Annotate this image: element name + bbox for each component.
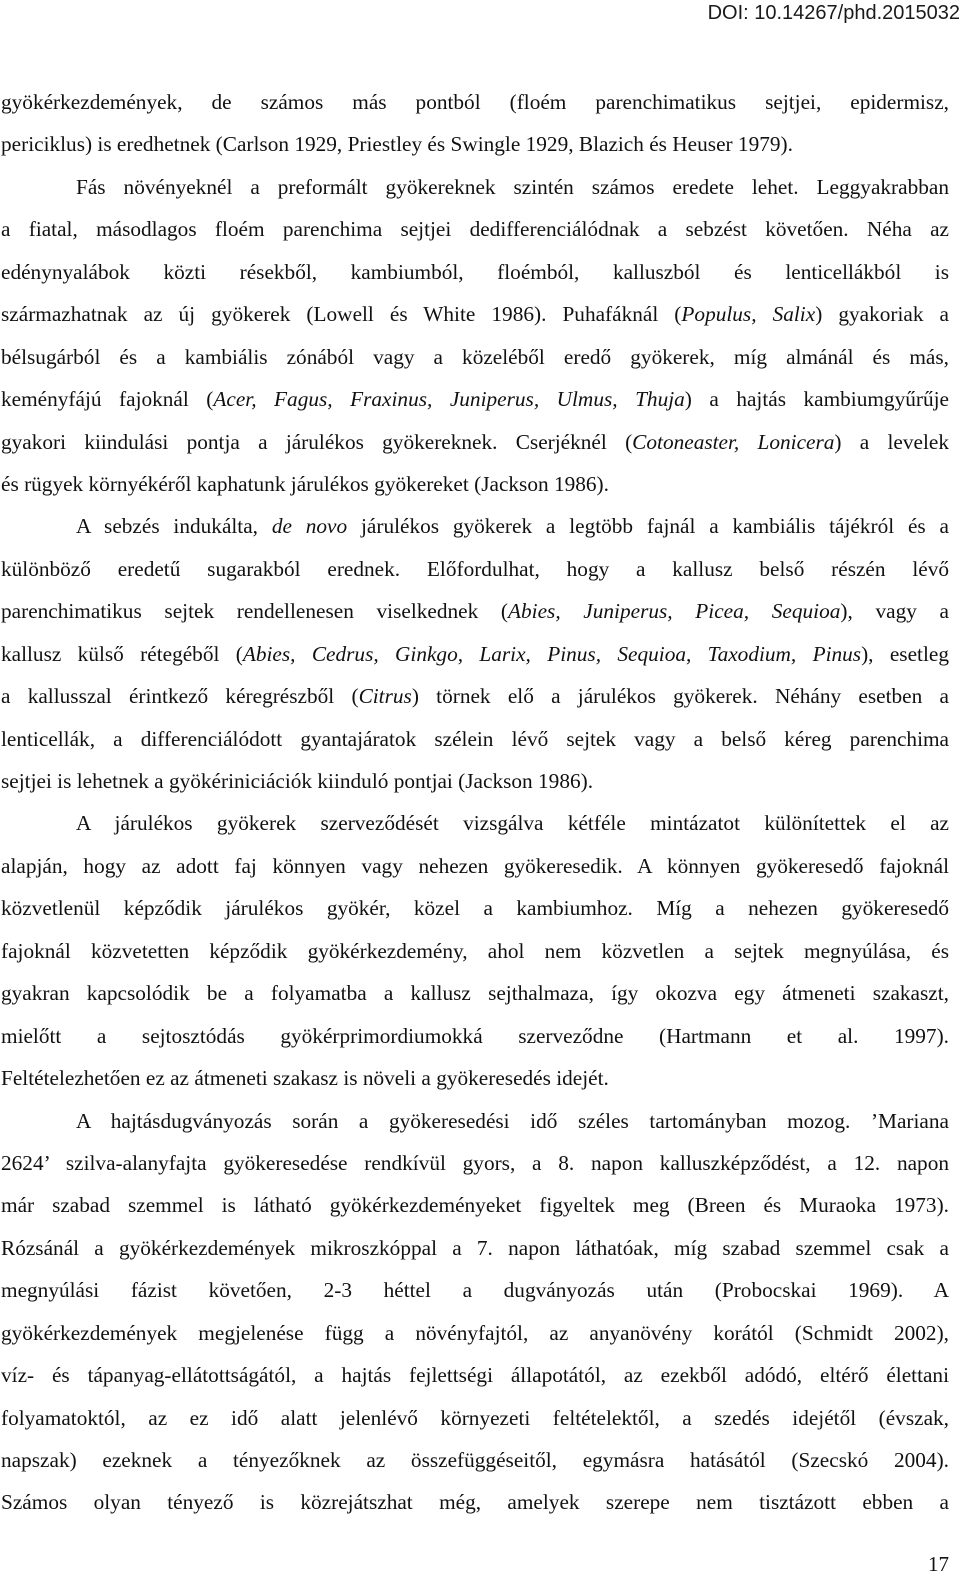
text-line: a kallusszal érintkező kéregrészből (Citrus) törnek elő a járulékos gyökerek. Néhány esetben a: [1, 684, 949, 709]
text-line: alapján, hogy az adott faj könnyen vagy nehezen gyökeresedik. A könnyen gyökeresedő fajoknál: [1, 853, 949, 878]
text-line: közvetlenül képződik járulékos gyökér, közel a kambiumhoz. Míg a nehezen gyökeresedő: [1, 896, 949, 921]
text-line: megnyúlási fázist követően, 2-3 héttel a dugványozás után (Probocskai 1969). A: [1, 1278, 949, 1303]
text-line: Számos olyan tényező is közrejátszhat még, amelyek szerepe nem tisztázott ebben a: [1, 1490, 949, 1515]
text-line: sejtjei is lehetnek a gyökériniciációk kiinduló pontjai (Jackson 1986).: [1, 769, 594, 793]
text-line: Fás növényeknél a preformált gyökereknek szintén számos eredete lehet. Leggyakrabban: [76, 174, 949, 199]
text-line: keményfájú fajoknál (Acer, Fagus, Fraxinus, Juniperus, Ulmus, Thuja) a hajtás kambiumgyűrűje: [1, 387, 949, 412]
text-line: parenchimatikus sejtek rendellenesen viselkednek (Abies, Juniperus, Picea, Sequioa), vagy a: [1, 599, 950, 624]
text-line: származhatnak az új gyökerek (Lowell és White 1986). Puhafáknál (Populus, Salix) gyakoriak a: [1, 302, 949, 327]
doi-header: DOI: 10.14267/phd.2015032: [707, 2, 960, 24]
text-line: a fiatal, másodlagos floém parenchima sejtjei dedifferenciálódnak a sebzést követően. Néha az: [1, 217, 949, 242]
page-number: 17: [928, 1552, 949, 1576]
text-line: gyökérkezdemények, de számos más pontból (floém parenchimatikus sejtjei, epidermisz,: [1, 90, 949, 114]
text-line: lenticellák, a differenciálódott gyantajáratok szélein lévő sejtek vagy a belső kéreg parenchima: [1, 726, 949, 751]
text-line: gyökérkezdemények megjelenése függ a növényfajtól, az anyanövény korától (Schmidt 2002),: [1, 1320, 949, 1345]
text-line: napszak) ezeknek a tényezőknek az összefüggéseitől, egymásra hatásától (Szecskó 2004).: [1, 1448, 949, 1472]
text-line: különböző eredetű sugarakból erednek. Előfordulhat, hogy a kallusz belső részén lévő: [1, 556, 949, 581]
text-line: 2624’ szilva-alanyfajta gyökeresedése rendkívül gyors, a 8. napon kalluszképződést, a 12. napon: [1, 1150, 949, 1175]
text-line: gyakori kiindulási pontja a járulékos gyökereknek. Cserjéknél (Cotoneaster, Lonicera) a levelek: [1, 429, 949, 454]
text-line: gyakran kapcsolódik be a folyamatba a kallusz sejthalmaza, így okozva egy átmeneti szakaszt,: [1, 981, 949, 1006]
text-line: A járulékos gyökerek szerveződését vizsgálva kétféle mintázatot különítettek el az: [76, 811, 949, 836]
text-line: A sebzés indukálta, de novo járulékos gyökerek a legtöbb fajnál a kambiális tájékról és a: [76, 514, 949, 539]
text-line: A hajtásdugványozás során a gyökeresedési idő széles tartományban mozog. ’Mariana: [76, 1108, 949, 1133]
text-line: fajoknál közvetetten képződik gyökérkezdemény, ahol nem közvetlen a sejtek megnyúlása, és: [1, 938, 949, 963]
text-line: folyamatoktól, az ez idő alatt jelenlévő környezeti feltételektől, a szedés idejétől (évszak,: [1, 1405, 949, 1430]
text-line: edénynyalábok közti résekből, kambiumból, floémból, kalluszból és lenticellákból is: [1, 259, 949, 284]
text-line: már szabad szemmel is látható gyökérkezdeményeket figyeltek meg (Breen és Muraoka 1973).: [1, 1193, 949, 1218]
text-line: bélsugárból és a kambiális zónából vagy a közeléből eredő gyökerek, míg almánál és más,: [1, 344, 949, 369]
text-line: Rózsánál a gyökérkezdemények mikroszkóppal a 7. napon láthatóak, míg szabad szemmel csak a: [1, 1235, 949, 1260]
text-line: kallusz külső rétegéből (Abies, Cedrus, Ginkgo, Larix, Pinus, Sequioa, Taxodium, Pinus), esetleg: [1, 641, 949, 666]
text-line: periciklus) is eredhetnek (Carlson 1929, Priestley és Swingle 1929, Blazich és Heuser 1979).: [1, 132, 793, 157]
text-line: Feltételezhetően ez az átmeneti szakasz is növeli a gyökeresedés idejét.: [1, 1066, 609, 1091]
body-text: [1, 81, 949, 1524]
text-line: és rügyek környékéről kaphatunk járulékos gyökereket (Jackson 1986).: [1, 471, 609, 496]
text-line: mielőtt a sejtosztódás gyökérprimordiumokká szerveződne (Hartmann et al. 1997).: [1, 1023, 949, 1048]
text-line: víz- és tápanyag-ellátottságától, a hajtás fejlettségi állapotától, az ezekből adódó, eltérő élettani: [1, 1363, 949, 1388]
